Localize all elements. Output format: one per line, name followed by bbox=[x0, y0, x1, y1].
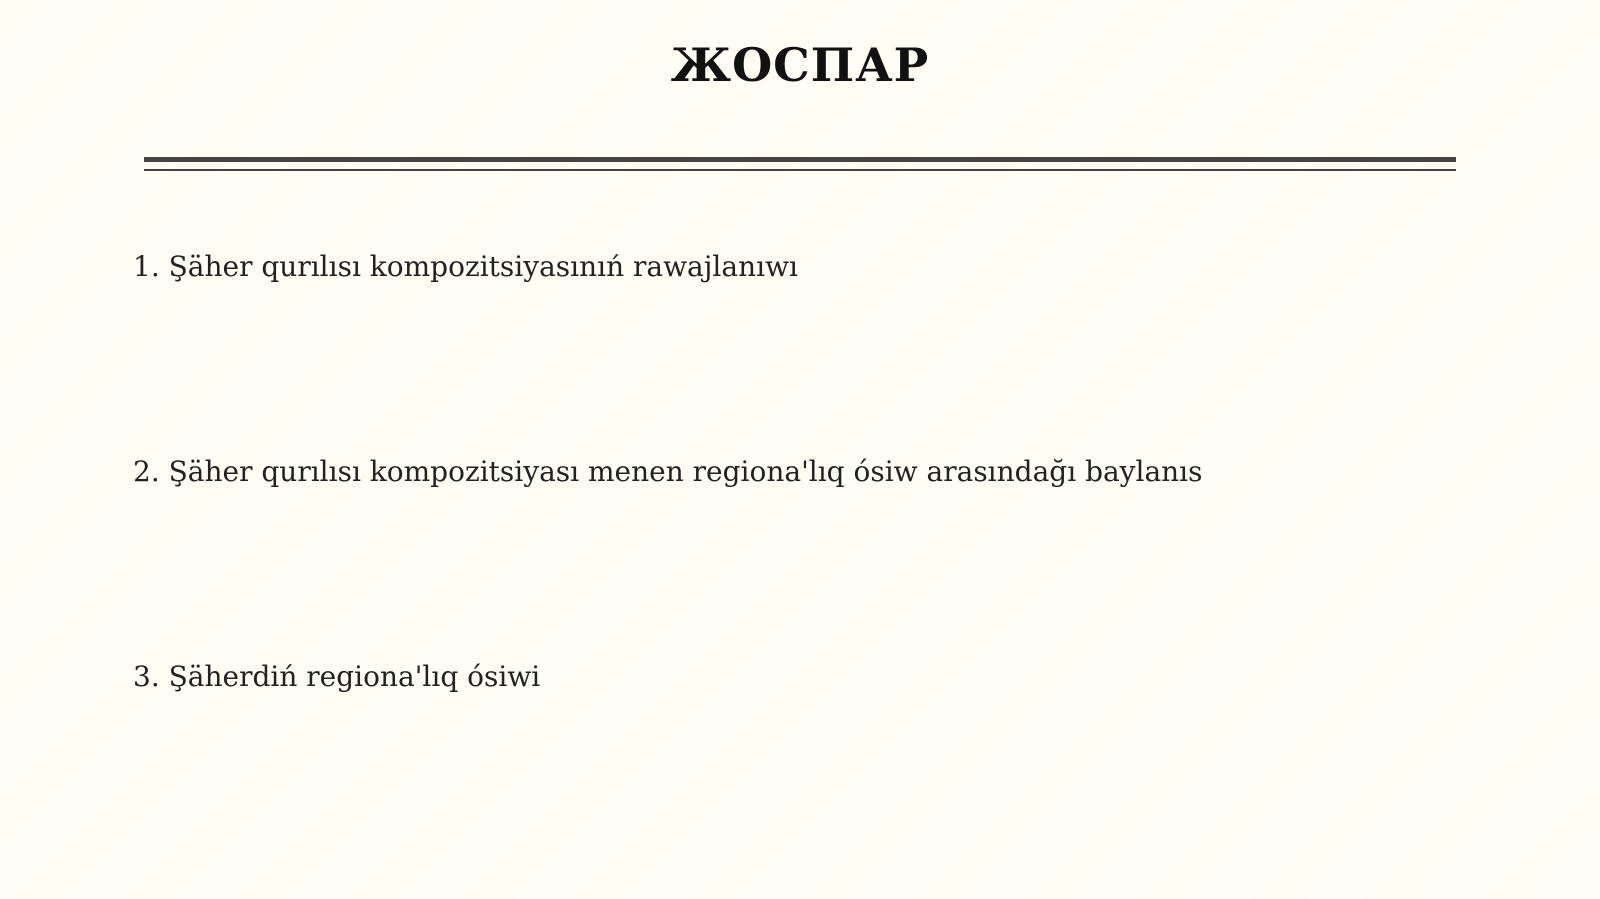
plan-item-2: 2. Şäher qurılısı kompozitsiyası menen regiona'lıq ósiw arasındağı baylanıs bbox=[133, 455, 1203, 488]
plan-item-3: 3. Şäherdiń regiona'lıq ósiwi bbox=[133, 660, 541, 693]
plan-item-1: 1. Şäher qurılısı kompozitsiyasınıń rawajlanıwı bbox=[133, 250, 798, 283]
title-divider-thin bbox=[144, 169, 1456, 171]
slide-title: ЖОСПАР bbox=[670, 38, 930, 92]
title-divider-thick bbox=[144, 157, 1456, 162]
